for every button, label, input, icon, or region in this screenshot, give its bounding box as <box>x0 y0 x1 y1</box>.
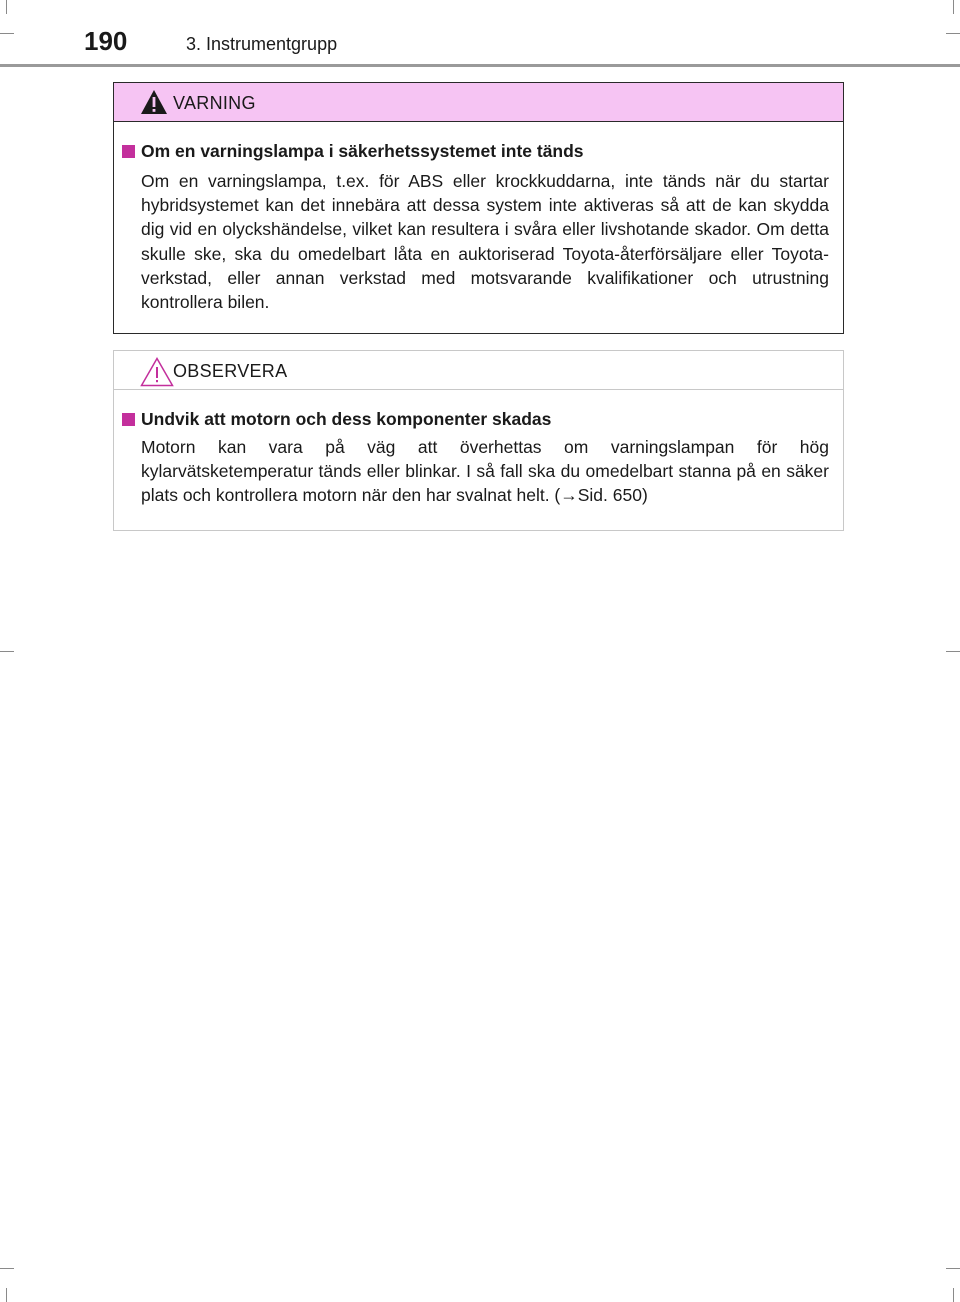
caution-heading-text: Undvik att motorn och dess komponenter skadas <box>141 409 552 429</box>
warning-item-body: Om en varningslampa, t.ex. för ABS eller krockkuddarna, inte tänds när du startar hybridsystemet kan det innebära att dessa system inte aktiveras så att de kan skydda dig vid en olyckshändelse, vilket kan resultera i svåra eller livshotande skador. Om detta skulle ske, ska du omedelbart låta en auktoriserad Toyota-återförsäljare eller Toyota-verkstad, eller annan verkstad med motsvarande kvalifikationer och utrustning kontrollera bilen. <box>141 171 829 313</box>
caution-box <box>113 350 844 531</box>
crop-mark <box>946 1268 960 1269</box>
chapter-title: 3. Instrumentgrupp <box>186 34 338 54</box>
crop-mark <box>953 1288 954 1302</box>
page-number: 190 <box>84 26 128 56</box>
crop-mark <box>946 651 960 652</box>
warning-heading-text: Om en varningslampa i säkerhetssystemet inte tänds <box>141 141 584 161</box>
warning-item-heading <box>122 141 584 162</box>
caution-triangle-icon <box>140 357 174 387</box>
header-rule <box>0 64 960 67</box>
warning-header <box>114 83 843 122</box>
caution-item-body: Motorn kan vara på väg att överhettas om varningslampan för hög kylarvätsketemperatur tänds eller blinkar. I så fall ska du omedelbart stanna på en säker plats och kontrollera motorn när den har svalnat helt. (→Sid. 650) <box>141 437 829 506</box>
caution-header <box>114 351 843 390</box>
crop-mark <box>0 1268 14 1269</box>
bullet-square-icon <box>122 145 135 158</box>
warning-triangle-icon <box>140 89 168 115</box>
bullet-square-icon <box>122 413 135 426</box>
caution-item-heading <box>122 409 551 430</box>
caution-title: OBSERVERA <box>173 361 288 381</box>
warning-title: VARNING <box>173 93 256 113</box>
crop-mark <box>6 1288 7 1302</box>
crop-mark <box>0 651 14 652</box>
warning-box <box>113 82 844 334</box>
page-header <box>0 0 960 70</box>
